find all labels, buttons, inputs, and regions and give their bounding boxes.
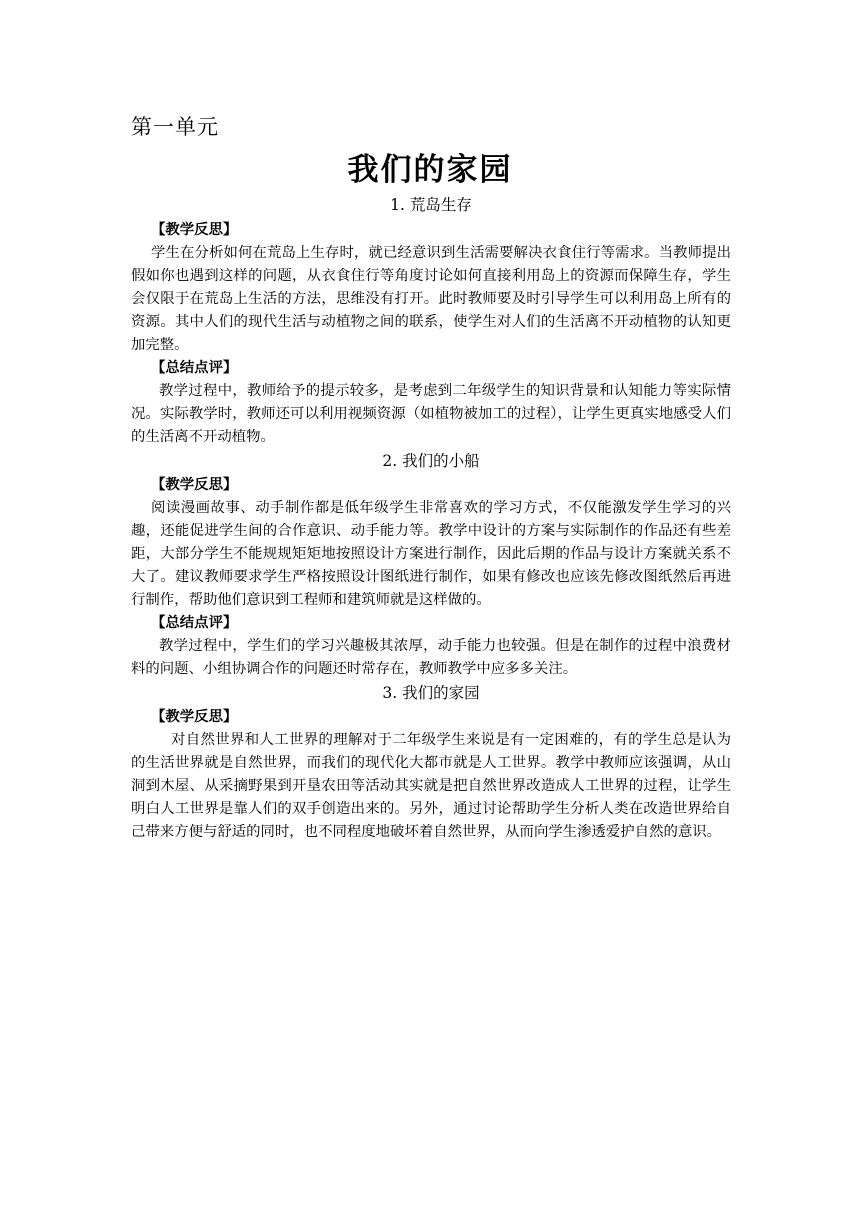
section-heading-reflection: 【教学反思】 [151,222,238,238]
section-heading-summary: 【总结点评】 [151,360,238,376]
lesson-1 [131,193,731,449]
section-heading-reflection: 【教学反思】 [151,477,238,493]
lesson-title: 1. 荒岛生存 [390,196,472,214]
section-paragraph: 学生在分析如何在荒岛上生存时，就已经意识到生活需要解决衣食住行等需求。当教师提出假如你也遇到这样的问题，从衣食住行等角度讨论如何直接利用岛上的资源而保障生存，学生会仅限于在荒岛上生活的方法，思维没有打开。此时教师要及时引导学生可以利用岛上所有的资源。其中人们的现代生活与动植物之间的联系，使学生对人们的生活离不开动植物的认知更加完整。 [131,245,731,353]
document-body [131,193,731,844]
section-heading-summary: 【总结点评】 [151,615,238,631]
section-paragraph: 教学过程中，学生们的学习兴趣极其浓厚，动手能力也较强。但是在制作的过程中浪费材料的问题、小组协调合作的问题还时常存在，教师教学中应多多关注。 [131,638,731,677]
unit-label: 第一单元 [131,115,219,139]
lesson-2 [131,449,731,681]
section-heading-reflection: 【教学反思】 [151,709,238,725]
lesson-title: 2. 我们的小船 [382,452,480,470]
section-paragraph: 教学过程中，教师给予的提示较多，是考虑到二年级学生的知识背景和认知能力等实际情况。实际教学时，教师还可以利用视频资源（如植物被加工的过程），让学生更真实地感受人们的生活离不开动植物。 [131,383,731,445]
section-paragraph: 对自然世界和人工世界的理解对于二年级学生来说是有一定困难的，有的学生总是认为的生活世界就是自然世界，而我们的现代化大都市就是人工世界。教学中教师应该强调，从山洞到木屋、从采摘野果到开垦农田等活动其实就是把自然世界改造成人工世界的过程，让学生明白人工世界是靠人们的双手创造出来的。另外，通过讨论帮助学生分析人类在改造世界给自己带来方便与舒适的同时，也不同程度地破坏着自然世界，从而向学生渗透爱护自然的意识。 [131,732,731,840]
lesson-title: 3. 我们的家园 [382,684,480,702]
lesson-3 [131,681,731,844]
section-paragraph: 阅读漫画故事、动手制作都是低年级学生非常喜欢的学习方式，不仅能激发学生学习的兴趣，还能促进学生间的合作意识、动手能力等。教学中设计的方案与实际制作的作品还有些差距，大部分学生不能规规矩矩地按照设计方案进行制作，因此后期的作品与设计方案就关系不大了。建议教师要求学生严格按照设计图纸进行制作，如果有修改也应该先修改图纸然后再进行制作，帮助他们意识到工程师和建筑师就是这样做的。 [131,500,731,608]
page-title: 我们的家园 [347,152,513,188]
